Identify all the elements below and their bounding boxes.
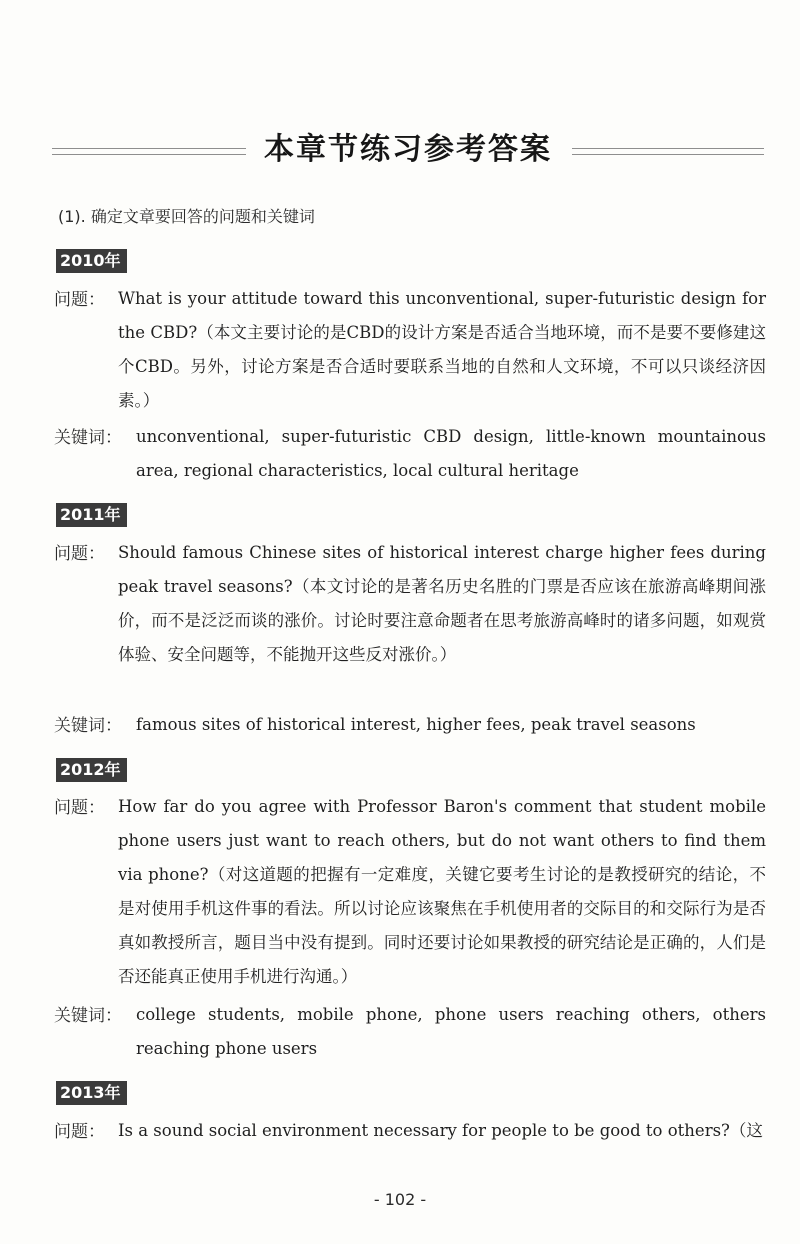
question-text: How far do you agree with Professor Baron's comment that student mobile phone users just want to reach others, but do not want others to find them via phone?（对这道题的把握有一定难度，关键它要考生讨论的是教授研究的结论，不是对使用手机这件事的看法。所以讨论应该聚焦在手机使用者的交际目的和交际行为是否真如教授所言，题目当中没有提到。同时还要讨论如果教授的研究结论是正确的，人们是否还能真正使用手机进行沟通。） [118,797,766,986]
question-label: 问题： [54,544,105,564]
question-text: Is a sound social environment necessary for people to be good to others?（这 [118,1121,763,1140]
page-number: - 102 - [373,1190,427,1209]
chapter-title-band [52,128,764,172]
keywords-label: 关键词： [54,716,122,736]
chapter-title: 本章节练习参考答案 [264,132,552,167]
keywords-label: 关键词： [54,1006,122,1026]
year-badge-2013: 2013年 [56,1081,127,1105]
keywords-label: 关键词： [54,428,122,448]
keywords-2010 [54,420,766,488]
question-label: 问题： [54,290,105,310]
keywords-text: unconventional, super-futuristic CBD design, little-known mountainous area, regional characteristics, local cultural heritage [136,427,766,480]
question-text: What is your attitude toward this unconventional, super-futuristic design for the CBD?（本文主要讨论的是CBD的设计方案是否适合当地环境，而不是要不要修建这个CBD。另外，讨论方案是否合适时要联系当地的自然和人文环境，不可以只谈经济因素。） [118,289,766,410]
question-2012 [54,790,766,994]
question-label: 问题： [54,1122,105,1142]
keywords-text: famous sites of historical interest, higher fees, peak travel seasons [136,715,696,734]
question-label: 问题： [54,798,105,818]
keywords-text: college students, mobile phone, phone users reaching others, others reaching phone users [136,1005,766,1058]
question-text: Should famous Chinese sites of historical interest charge higher fees during peak travel seasons?（本文讨论的是著名历史名胜的门票是否应该在旅游高峰期间涨价，而不是泛泛而谈的涨价。讨论时要注意命题者在思考旅游高峰时的诸多问题，如观赏体验、安全问题等，不能抛开这些反对涨价。） [118,543,766,664]
title-rule-right [572,148,764,155]
question-2010 [54,282,766,418]
question-2011 [54,536,766,672]
year-badge-2010: 2010年 [56,249,127,273]
year-badge-2011: 2011年 [56,503,127,527]
keywords-2012 [54,998,766,1066]
year-badge-2012: 2012年 [56,758,127,782]
keywords-2011 [54,708,766,742]
question-2013 [54,1114,766,1148]
section-subheading: (1). 确定文章要回答的问题和关键词 [58,207,315,226]
